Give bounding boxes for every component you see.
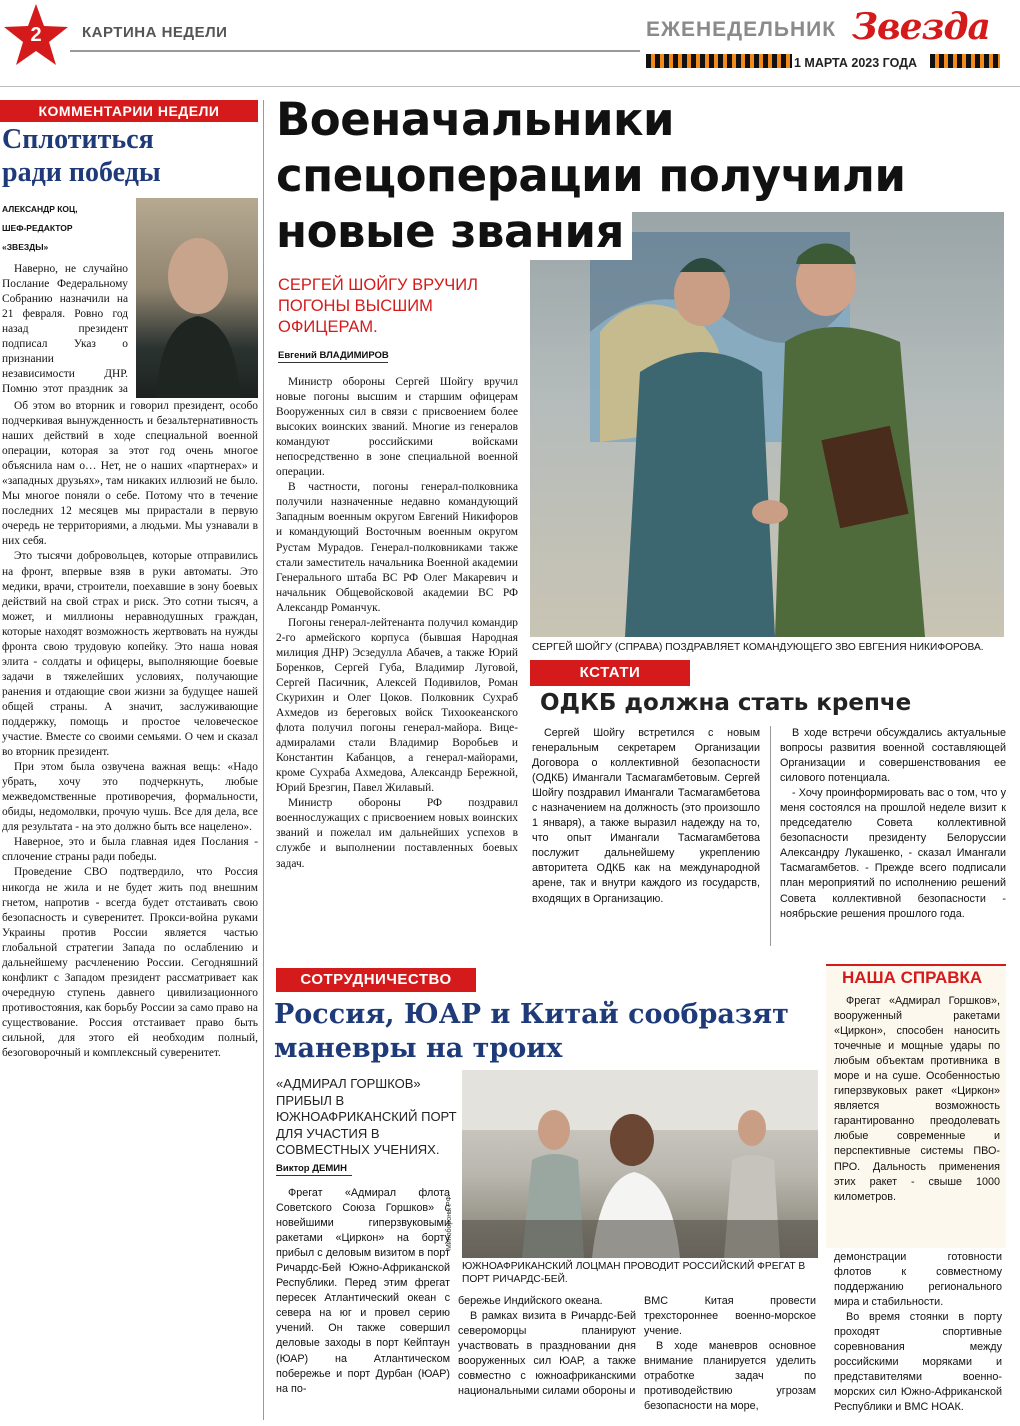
- comment-paragraph: Это тысячи добровольцев, которые отправились на фронт, впервые взяв в руки автоматы. Это медики, врачи, строители, поехавшие в зону боевых действий на свой страх и риск. Это сотни тысяч, а может, и миллионы неравнодушных граждан, которые находят возможность жертвовать на нужды фронта свою трудовую копейку. Это наша новая элита - солдаты и офицеры, выполняющие боевые задачи в тяжелейших условиях, получающие ранения и отдающие свои жизни за будущее нашей общей страны. А значит, заслуживающие поддержку, помощь и простое человеческое участие. Вместе со своими семьями. О чем и сказал во вторник президент.: [2, 550, 258, 759]
- main-body: [276, 375, 518, 955]
- kstati-paragraph: Сергей Шойгу встретился с новым генеральным секретарем Организации Договора о коллективной безопасности (ОДКБ) Имангали Тасмагамбетовым. Сергей Шойгу поздравил Имангали Тасмагамбетова с назначением на должность (это произошло 1 января), а также выразил надежду на то, что опыт Имангали Тасмагамбетова послужит дальнейшему укреплению авторитета ОДКБ как на международной арене, так и внутри каждого из государств, входящих в Организацию.: [532, 727, 760, 905]
- st-george-ribbon: [646, 54, 792, 68]
- author-name: АЛЕКСАНДР КОЦ,: [2, 204, 78, 214]
- note-body: [834, 994, 1000, 1242]
- coop-author: Виктор ДЕМИН: [276, 1163, 347, 1174]
- main-paragraph: В частности, погоны генерал-полковника получили назначенные недавно командующий Западным военным округом Евгений Никифоров и командующий Восточным военным округом Рустам Мурадов. Генерал-полковниками также стали заместитель начальника Военной академии Генерального штаба ВС РФ Олег Макаревич и начальник Общевойсковой академии ВС РФ Александр Романчук.: [276, 481, 518, 614]
- comment-body-full: [2, 399, 258, 1419]
- coop-photo-caption: ЮЖНОАФРИКАНСКИЙ ЛОЦМАН ПРОВОДИТ РОССИЙСКИЙ ФРЕГАТ В ПОРТ РИЧАРДС-БЕЙ.: [462, 1261, 806, 1285]
- coop-photo-credit: Минобороны РФ: [446, 1196, 453, 1250]
- coop-paragraph: Фрегат «Адмирал флота Советского Союза Горшков» с новейшими гиперзвуковыми ракетами «Циркон» на борту прибыл с деловым визитом в порт Ричардс-Бей Южно-Африканской Республики. Перед этим фрегат пересек Атлантический океан с севера на юг и провел серию учений. Он также совершил деловые заходы в порт Кейптаун (ЮАР) на Атлантическом побережье и порт Дурбан (ЮАР) на по-: [276, 1187, 450, 1395]
- note-after: [834, 1250, 1002, 1422]
- coop-paragraph: демонстрации готовности флотов к совместному поддержанию регионального мира и стабильности.: [834, 1251, 1002, 1309]
- st-george-ribbon-right: [930, 54, 1000, 68]
- column-divider: [263, 100, 264, 1420]
- page-number: 2: [30, 24, 42, 46]
- coop-col1: [276, 1186, 450, 1422]
- author-role: ШЕФ-РЕДАКТОР: [2, 223, 73, 233]
- headline-line: новые звания: [276, 204, 632, 260]
- main-paragraph: Министр обороны Сергей Шойгу вручил новые погоны высшим и старшим офицерам Вооруженных сил в связи с присвоением более высоких воинских званий. Многие из генералов командуют российскими войсками непосредственно в зоне специальной военной операции.: [276, 376, 518, 479]
- kstati-paragraph: В ходе встречи обсуждались актуальные вопросы развития военной составляющей Организации и совершенствования ее силового потенциала.: [780, 727, 1006, 785]
- coop-rubric: СОТРУДНИЧЕСТВО: [276, 968, 476, 992]
- kstati-rubric: КСТАТИ: [530, 660, 690, 686]
- comment-paragraph: При этом была озвучена важная вещь: «Надо убрать, хочу это подчеркнуть, любые межведомственные противоречия, формальности, обиды, недомолвки, прочую чушь. Все для дела, все для результата - на это должно быть все нацелено».: [2, 761, 258, 834]
- comment-rubric: КОММЕНТАРИИ НЕДЕЛИ: [0, 100, 258, 122]
- main-author: Евгений ВЛАДИМИРОВ: [278, 350, 389, 361]
- header-bottom-rule: [0, 86, 1020, 87]
- coop-author-rule: [276, 1175, 352, 1176]
- coop-col3: [644, 1294, 816, 1422]
- headline-line: спецоперации получили: [276, 149, 906, 202]
- note-title: НАША СПРАВКА: [842, 968, 983, 987]
- comment-title-line2: ради победы: [2, 157, 161, 188]
- coop-paragraph: В рамках визита в Ричардс-Бей североморцы планируют участвовать в праздновании дня вооруженных сил ЮАР, а также совместно с южноафриканскими национальными силами обороны и: [458, 1310, 636, 1398]
- coop-paragraph: В ходе маневров основное внимание планируется уделить отработке задач по противодействию угрозам безопасности на море,: [644, 1340, 816, 1413]
- comment-author: [2, 203, 132, 254]
- note-paragraph: Фрегат «Адмирал Горшков», вооруженный ракетами «Циркон», способен наносить точечные и мощные удары по любым объектам противника в море и на суше. Особенностью гиперзвуковых ракет «Циркон» является возможность гарантированно преодолевать любые современные и перспективные системы ПВО-ПРО. Дальность применения этих ракет - свыше 1000 километров.: [834, 995, 1000, 1203]
- main-paragraph: Погоны генерал-лейтенанта получил командир 2-го армейского корпуса (бывшая Народная милиция ДНР) Эсзедулла Абачев, а также Юрий Боренков, Сергей Губа, Владимир Луговой, Сергей Пасичник, Алексей Подивилов, Роман Скурихин и Олег Цоков. Полковник Сухраб Ахмедов из береговых войск Тихоокеанского флота получил погоны генерал-майора. Вице-адмиралами стали Владимир Воробьев и Константин Кабанцов, а генерал-майорами, кроме Сухраба Ахмедова, Александр Бережной, Юрий Брезгин, Павел Жилавый.: [276, 616, 518, 795]
- kstati-col1: [532, 726, 760, 956]
- coop-title-line: маневры на троих: [274, 1033, 563, 1064]
- main-photo-caption: СЕРГЕЙ ШОЙГУ (СПРАВА) ПОЗДРАВЛЯЕТ КОМАНДУЮЩЕГО ЗВО ЕВГЕНИЯ НИКИФОРОВА.: [532, 642, 984, 653]
- main-photo: [530, 212, 1004, 637]
- main-author-rule: [278, 362, 388, 363]
- comment-paragraph: Наверно, не случайно Послание Федеральному Собранию назначили на 21 февраля. Ровно год назад президент подписал Указ о признании независимости ДНР. Помню этот праздник за: [2, 263, 128, 396]
- section-label: КАРТИНА НЕДЕЛИ: [82, 24, 228, 41]
- main-headline: [276, 92, 976, 260]
- coop-paragraph: ВМС Китая провести трехстороннее военно-морское учение.: [644, 1295, 816, 1338]
- comment-title-line1: Сплотиться: [2, 124, 154, 155]
- comment-body: [2, 262, 258, 398]
- weekly-label: ЕЖЕНЕДЕЛЬНИК: [646, 18, 837, 41]
- comment-paragraph: Наверное, это и была главная идея Послания - сплочение страны ради победы.: [2, 836, 258, 864]
- kstati-paragraph: - Хочу проинформировать вас о том, что у меня состоялся на прошлой неделе визит к председателю Совета коллективной безопасности президенту Белоруссии Александру Лукашенко, - сказал Имангали Тасмагамбетов. - Прежде всего подписали план мероприятий по исполнению решений Совета коллективной безопасности - ноябрьские решения прошлого года.: [780, 787, 1006, 920]
- issue-date: 1 МАРТА 2023 ГОДА: [794, 56, 918, 70]
- coop-photo: [462, 1070, 818, 1258]
- comment-paragraph: Проведение СВО подтвердило, что Россия никогда не жила и не будет жить под внешним гнетом, напротив - всегда будет отстаивать свою безопасность и суверенитет. Прокси-война руками Украины против России является частью глобальной стратегии Запада по ослаблению и дальнейшему расчленению России. Сегодняшний конфликт с Западом президент рассматривает как очередную ступень давнего цивилизационного противостояния, как борьбу России за само право на существование. Россия отстаивает право быть сильной, для этого ей необходим полный, безоговорочный и комплексный суверенитет.: [2, 866, 258, 1060]
- kstati-title: ОДКБ должна стать крепче: [540, 690, 912, 716]
- coop-paragraph: Во время стоянки в порту проходят спортивные соревнования между российскими моряками и представителями военно-морских сил Южно-Африканской Республики и ВМС НОАК.: [834, 1311, 1002, 1414]
- kstati-col2: [780, 726, 1006, 956]
- comment-paragraph: Об этом во вторник и говорил президент, особо подчеркивая вынужденность и безальтернативность наших действий в ходе специальной военной операции, которая за этот год очень многое объяснила нам о… Нет, не о наших «партнерах» и «западных друзьях», там никаких иллюзий не было. Мы многое поняли о себе. Потому что в течение последних 12 месяцев мы прирастали в первую очередь не территориями, а людьми. Мы узнавали в них себя.: [2, 400, 258, 548]
- header-rule: [70, 50, 640, 52]
- kstati-divider: [770, 726, 771, 946]
- coop-paragraph: бережье Индийского океана.: [458, 1295, 603, 1307]
- coop-title: [274, 998, 814, 1066]
- brand-logo: Звезда: [852, 6, 990, 48]
- coop-col2: [458, 1294, 636, 1422]
- coop-subhead: «АДМИРАЛ ГОРШКОВ» ПРИБЫЛ В ЮЖНОАФРИКАНСКИЙ ПОРТ ДЛЯ УЧАСТИЯ В СОВМЕСТНЫХ УЧЕНИЯХ.: [276, 1076, 457, 1157]
- headline-line: Военачальники: [276, 93, 675, 146]
- page-header: [0, 0, 1020, 80]
- main-paragraph: Министр обороны РФ поздравил военнослужащих с присвоением новых воинских званий и пожелал им дальнейших успехов в службе и выполнении поставленных боевых задач.: [276, 797, 518, 870]
- author-paper: «ЗВЕЗДЫ»: [2, 242, 49, 252]
- coop-title-line: Россия, ЮАР и Китай сообразят: [274, 999, 789, 1030]
- main-subhead: СЕРГЕЙ ШОЙГУ ВРУЧИЛ ПОГОНЫ ВЫСШИМ ОФИЦЕРАМ.: [278, 276, 478, 336]
